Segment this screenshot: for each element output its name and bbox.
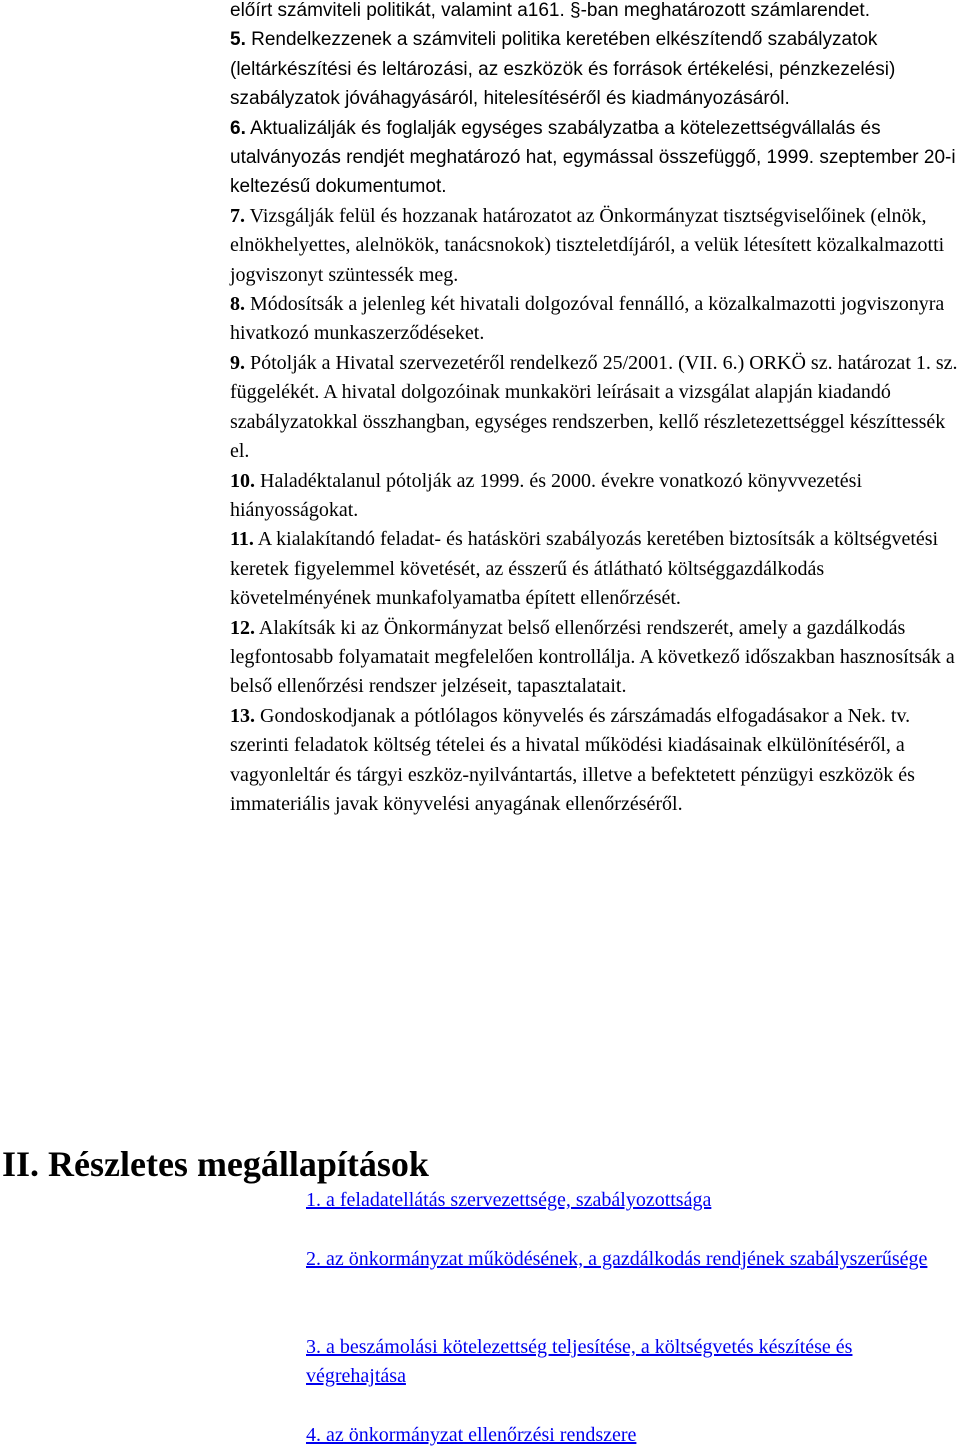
toc-link[interactable]: 2. az önkormányzat működésének, a gazdálkodás rendjének szabályszerűsége (306, 1248, 928, 1270)
paragraph-11 (230, 525, 960, 613)
paragraph-text: Pótolják a Hivatal szervezetéről rendelkező 25/2001. (VII. 6.) ORKÖ sz. határozat 1. sz. függelékét. A hivatal dolgozóinak munkaköri leírásait a vizsgálat alapján kiadandó szabályzatokkal összhangban, egységes rendszerben, kellő részletezettséggel készíttessék el. (230, 351, 958, 463)
paragraph-intro (230, 0, 960, 25)
paragraph-text: Alakítsák ki az Önkormányzat belső ellenőrzési rendszerét, amely a gazdálkodás legfontosabb folyamatait megfelelően kontrollálja. A következő időszakban hasznosítsák a belső ellenőrzési rendszer jelzéseit, tapasztalatait. (230, 616, 955, 698)
paragraph-8 (230, 290, 960, 349)
toc-link[interactable]: 1. a feladatellátás szervezettsége, szabályozottsága (306, 1189, 712, 1211)
item-number: 11. (230, 528, 254, 551)
item-number: 10. (230, 469, 255, 492)
paragraph-13 (230, 702, 960, 820)
toc-link[interactable]: 3. a beszámolási kötelezettség teljesítése, a költségvetés készítése és végrehajtása (306, 1336, 853, 1388)
toc-item-3 (306, 1333, 946, 1392)
toc-item-4 (306, 1421, 946, 1450)
item-number: 13. (230, 704, 255, 727)
item-number: 8. (230, 293, 245, 316)
paragraph-text: Gondoskodjanak a pótlólagos könyvelés és zárszámadás elfogadásakor a Nek. tv. szerinti feladatok költség tételei és a hivatal működési kiadásainak elkülönítéséről, a vagyonleltár és tárgyi eszköz-nyilvántartás, illetve a befektetett pénzügyi eszközök és immateriális javak könyvelési anyagának ellenőrzéséről. (230, 704, 915, 815)
paragraph-10 (230, 467, 960, 526)
paragraph-text: Rendelkezzenek a számviteli politika keretében elkészítendő szabályzatok (leltárkészítési és leltározási, az eszközök és források értékelési, pénzkezelési) szabályzatok jóváhagyásáról, hitelesítéséről és kiadmányozásáról. (230, 29, 896, 110)
paragraph-text: Haladéktalanul pótolják az 1999. és 2000. évekre vonatkozó könyvvezetési hiányosságokat. (230, 469, 863, 521)
item-number: 12. (230, 616, 255, 639)
paragraph-text: Módosítsák a jelenleg két hivatali dolgozóval fennálló, a közalkalmazotti jogviszonyra hivatkozó munkaszerződéseket. (230, 293, 945, 345)
paragraph-text: Vizsgálják felül és hozzanak határozatot az Önkormányzat tisztségviselőinek (elnök, elnökhelyettes, alelnökök, tanácsnokok) tiszteletdíjáról, a velük létesített közalkalmazotti jogviszonyt szüntessék meg. (230, 204, 945, 286)
paragraph-7 (230, 202, 960, 290)
document-body (230, 0, 960, 819)
item-number: 9. (230, 351, 245, 374)
paragraph-12 (230, 614, 960, 702)
paragraph-text: A kialakítandó feladat- és hatásköri szabályozás keretében biztosítsák a költségvetési keretek figyelemmel követését, az ésszerű és átlátható költséggazdálkodás követelményének munkafolyamatba épített ellenőrzését. (230, 528, 939, 610)
section-heading: II. Részletes megállapítások (2, 1144, 429, 1184)
paragraph-9 (230, 349, 960, 467)
toc-item-1 (306, 1186, 946, 1215)
item-number: 5. (230, 29, 246, 51)
paragraph-text: előírt számviteli politikát, valamint a161. §-ban meghatározott számlarendet. (230, 0, 870, 21)
toc-link[interactable]: 4. az önkormányzat ellenőrzési rendszere (306, 1424, 637, 1446)
item-number: 6. (230, 117, 246, 139)
item-number: 7. (230, 204, 245, 227)
paragraph-6 (230, 114, 960, 202)
paragraph-text: Aktualizálják és foglalják egységes szabályzatba a kötelezettségvállalás és utalványozás rendjét meghatározó hat, egymással összefüggő, 1999. szeptember 20-i keltezésű dokumentumot. (230, 117, 956, 198)
toc-item-2 (306, 1245, 946, 1274)
paragraph-5 (230, 25, 960, 113)
